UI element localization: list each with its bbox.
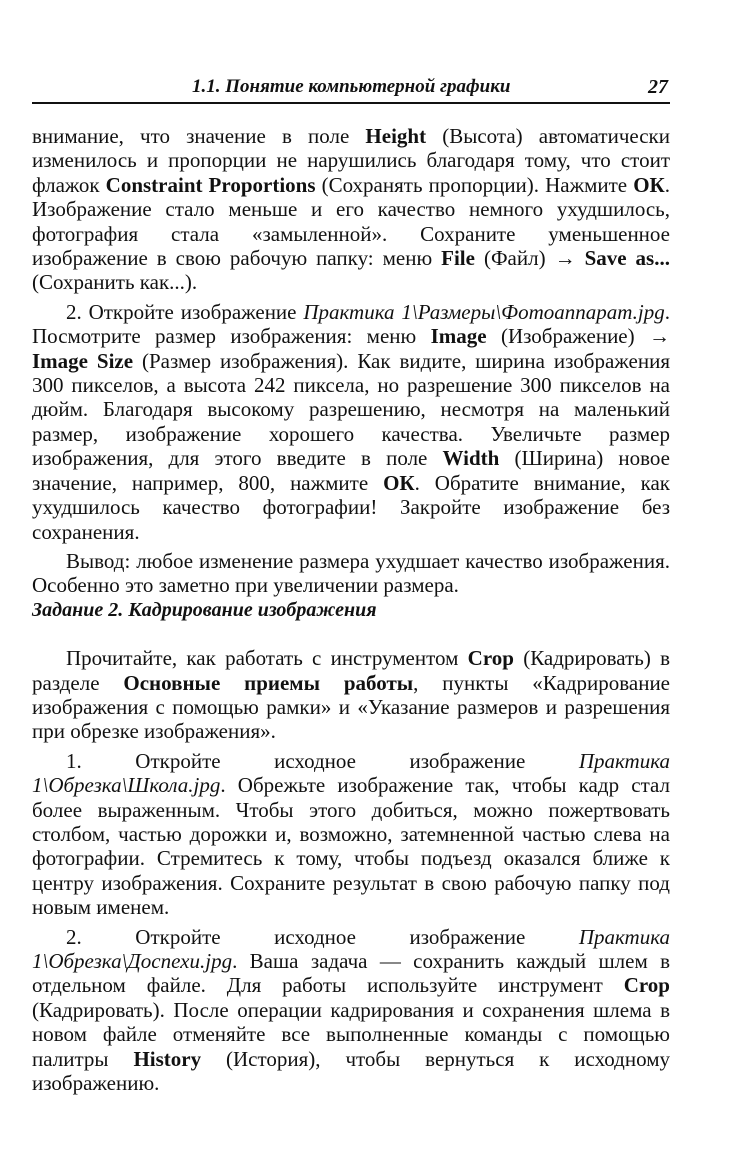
text-run: . Посмотрите размер изображения: меню xyxy=(32,299,670,349)
task-heading: Задание 2. Кадрирование изображения xyxy=(32,598,377,621)
text-run: (Высота) автоматически изменилось и пропорции не нарушились благодаря тому, что стоит флажок xyxy=(32,124,670,197)
term-image-size: Image Size xyxy=(32,348,134,373)
text-run: 2. Откройте изображение xyxy=(66,299,304,324)
text-run: (Кадрировать). После операции кадрирования и сохранения шлема в новом файле отменяйте все выполненные команды с помощью палитры xyxy=(32,997,670,1071)
term-file: File xyxy=(441,246,475,271)
page-number: 27 xyxy=(648,76,668,98)
term-height: Height xyxy=(365,124,427,148)
text-run: (Ширина) новое значение, например, 800, нажмите xyxy=(32,446,670,495)
section-title: 1.1. Понятие компьютерной графики xyxy=(192,76,511,97)
term-basic-techniques: Основные приемы работы xyxy=(123,670,414,695)
paragraph-task-step-2 xyxy=(32,925,670,1096)
text-run: (Размер изображения). Как видите, ширина изображения 300 пикселов, а высота 242 пиксела, но разрешение 300 пикселов на дюйм. Благодаря высокому разрешению, несмотря на маленький размер, изображение хорошего качества. Увеличьте размер изображения, для этого введите в поле xyxy=(32,348,670,471)
paragraph-task-intro xyxy=(32,646,670,744)
file-path: Практика 1\Размеры\Фотоаппарат.jpg xyxy=(303,299,665,324)
term-ok: ОК xyxy=(383,470,415,495)
text-run: . Ваша задача — сохранить каждый шлем в отдельном файле. Для работы используйте инструмент xyxy=(32,949,670,998)
paragraph-task-step-1 xyxy=(32,749,670,920)
text-run: (Сохранить как...). xyxy=(32,270,198,295)
text-run: . Изображение стало меньше и его качество немного ухудшилось, фотография стала «замыленной». Сохраните уменьшенное изображение в свою рабочую папку: меню xyxy=(32,172,671,271)
paragraph-conclusion: Вывод: любое изменение размера ухудшает качество изображения. Особенно это заметно при увеличении размера. xyxy=(32,548,670,598)
file-path: Практика 1\Обрезка\Доспехи.jpg xyxy=(32,924,670,973)
paragraph-step-2 xyxy=(32,300,670,544)
paragraph-continuation xyxy=(32,124,670,295)
text-run: 2. Откройте исходное изображение xyxy=(66,924,579,949)
term-width: Width xyxy=(442,446,500,471)
term-history: History xyxy=(133,1046,202,1071)
text-run: (Сохранять пропорции). Нажмите xyxy=(315,172,634,197)
text-run: Прочитайте, как работать с инструментом xyxy=(66,646,468,671)
text-run: . Обрежьте изображение так, чтобы кадр стал более выраженным. Чтобы этого добиться, можно пожертвовать столбом, частью дорожки и, возможно, затемненной частью слева на фотографии. Стремитесь к тому, чтобы подъезд оказался ближе к центру изображения. Сохраните результат в свою рабочую папку под новым именем. xyxy=(32,773,670,920)
term-save-as: Save as... xyxy=(584,246,670,271)
text-run: (Изображение) → xyxy=(486,324,670,349)
text-run: 1. Откройте исходное изображение xyxy=(66,748,579,773)
text-run: (Файл) → xyxy=(474,246,585,271)
term-ok: ОК xyxy=(633,172,665,197)
term-crop: Crop xyxy=(623,973,670,998)
book-page xyxy=(32,0,670,1153)
term-crop: Crop xyxy=(467,646,514,671)
text-run: внимание, что значение в поле xyxy=(32,124,366,148)
body-text xyxy=(32,124,670,1095)
term-constraint-proportions: Constraint Proportions xyxy=(105,172,316,197)
text-run: , пункты «Кадрирование изображения с помощью рамки» и «Указание размеров и разрешения при обрезке изображения». xyxy=(32,670,670,744)
file-path: Практика 1\Обрезка\Школа.jpg xyxy=(32,748,670,798)
running-header xyxy=(32,76,670,104)
text-run: . Обратите внимание, как ухудшилось качество фотографии! Закройте изображение без сохранения. xyxy=(32,470,670,544)
text-run: (История), чтобы вернуться к исходному изображению. xyxy=(32,1046,670,1096)
text-run: (Кадрировать) в разделе xyxy=(32,646,670,695)
term-image: Image xyxy=(430,324,487,349)
